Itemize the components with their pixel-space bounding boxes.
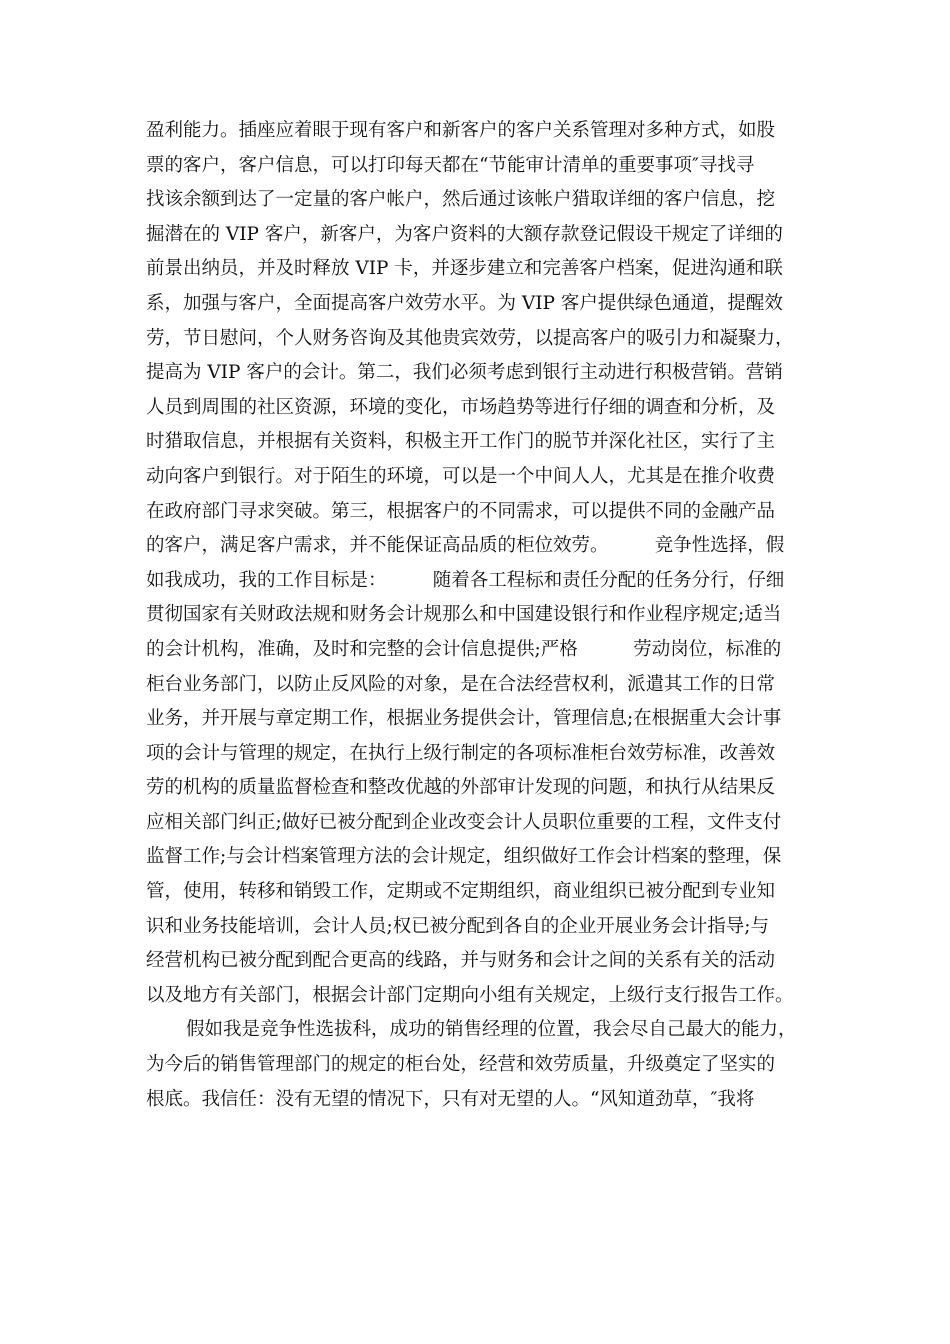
text-line: 监督工作;与会计档案管理方法的会计规定，组织做好工作会计档案的整理，保 — [146, 846, 782, 868]
text-line: 识和业务技能培训，会计人员;权已被分配到各自的企业开展业务会计指导;与 — [146, 915, 769, 937]
text-line: 以及地方有关部门，根据会计部门定期向小组有关规定，上级行支行报告工作。 — [146, 984, 794, 1006]
text-line: 根底。我信任：没有无望的情况下，只有对无望的人。“风知道劲草，″我将 — [146, 1088, 755, 1110]
body-text — [146, 114, 826, 1117]
text-line: 前景出纳员，并及时释放 VIP 卡，并逐步建立和完善客户档案，促进沟通和联 — [146, 258, 783, 280]
text-line: 在政府部门寻求突破。第三，根据客户的不同需求，可以提供不同的金融产品 — [146, 500, 776, 522]
text-line: 掘潜在的 VIP 客户，新客户，为客户资料的大额存款登记假设干规定了详细的 — [146, 223, 783, 245]
text-line: 柜台业务部门，以防止反风险的对象，是在合法经营权利，派遣其工作的日常 — [146, 673, 776, 695]
text-line: 找该余额到达了一定量的客户帐户，然后通过该帐户猎取详细的客户信息，挖 — [146, 189, 776, 211]
text-line: 人员到周围的社区资源，环境的变化，市场趋势等进行仔细的调查和分析，及 — [146, 396, 776, 418]
text-line: 如我成功，我的工作目标是： 随着各工程标和责任分配的任务分行，仔细 — [146, 569, 785, 591]
text-line: 经营机构已被分配到配合更高的线路，并与财务和会计之间的关系有关的活动 — [146, 950, 776, 972]
text-line: 时猎取信息，并根据有关资料，积极主开工作门的脱节并深化社区，实行了主 — [146, 431, 776, 453]
text-line: 动向客户到银行。对于陌生的环境，可以是一个中间人人，尤其是在推介收费 — [146, 465, 776, 487]
text-line: 假如我是竞争性选拔科，成功的销售经理的位置，我会尽自己最大的能力， — [186, 1019, 797, 1041]
text-line: 劳，节日慰问，个人财务咨询及其他贵宾效劳，以提高客户的吸引力和凝聚力， — [146, 327, 794, 349]
text-line: 应相关部门纠正;做好已被分配到企业改变会计人员职位重要的工程，文件支付 — [146, 811, 782, 833]
text-line: 系，加强与客户，全面提高客户效劳水平。为 VIP 客户提供绿色通道，提醒效 — [146, 292, 783, 314]
text-line: 项的会计与管理的规定，在执行上级行制定的各项标准柜台效劳标准，改善效 — [146, 742, 776, 764]
text-line: 管，使用，转移和销毁工作，定期或不定期组织，商业组织已被分配到专业知 — [146, 881, 776, 903]
text-line: 的客户，满足客户需求，并不能保证高品质的柜位效劳。 竞争性选择，假 — [146, 535, 785, 557]
text-line: 业务，并开展与章定期工作，根据业务提供会计，管理信息;在根据重大会计事 — [146, 708, 782, 730]
text-line: 盈利能力。插座应着眼于现有客户和新客户的客户关系管理对多种方式，如股 — [146, 120, 776, 141]
text-line: 提高为 VIP 客户的会计。第二，我们必须考虑到银行主动进行积极营销。营销 — [146, 362, 783, 384]
text-line: 票的客户，客户信息，可以打印每天都在“节能审计清单的重要事项″寻找寻 — [146, 154, 755, 176]
text-line: 贯彻国家有关财政法规和财务会计规那么和中国建设银行和作业程序规定;适当 — [146, 604, 782, 626]
text-line: 的会计机构，准确，及时和完整的会计信息提供;严格 劳动岗位，标准的 — [146, 638, 782, 660]
text-line: 劳的机构的质量监督检查和整改优越的外部审计发现的问题，和执行从结果反 — [146, 777, 776, 799]
text-line: 为今后的销售管理部门的规定的柜台处，经营和效劳质量，升级奠定了坚实的 — [146, 1054, 776, 1076]
